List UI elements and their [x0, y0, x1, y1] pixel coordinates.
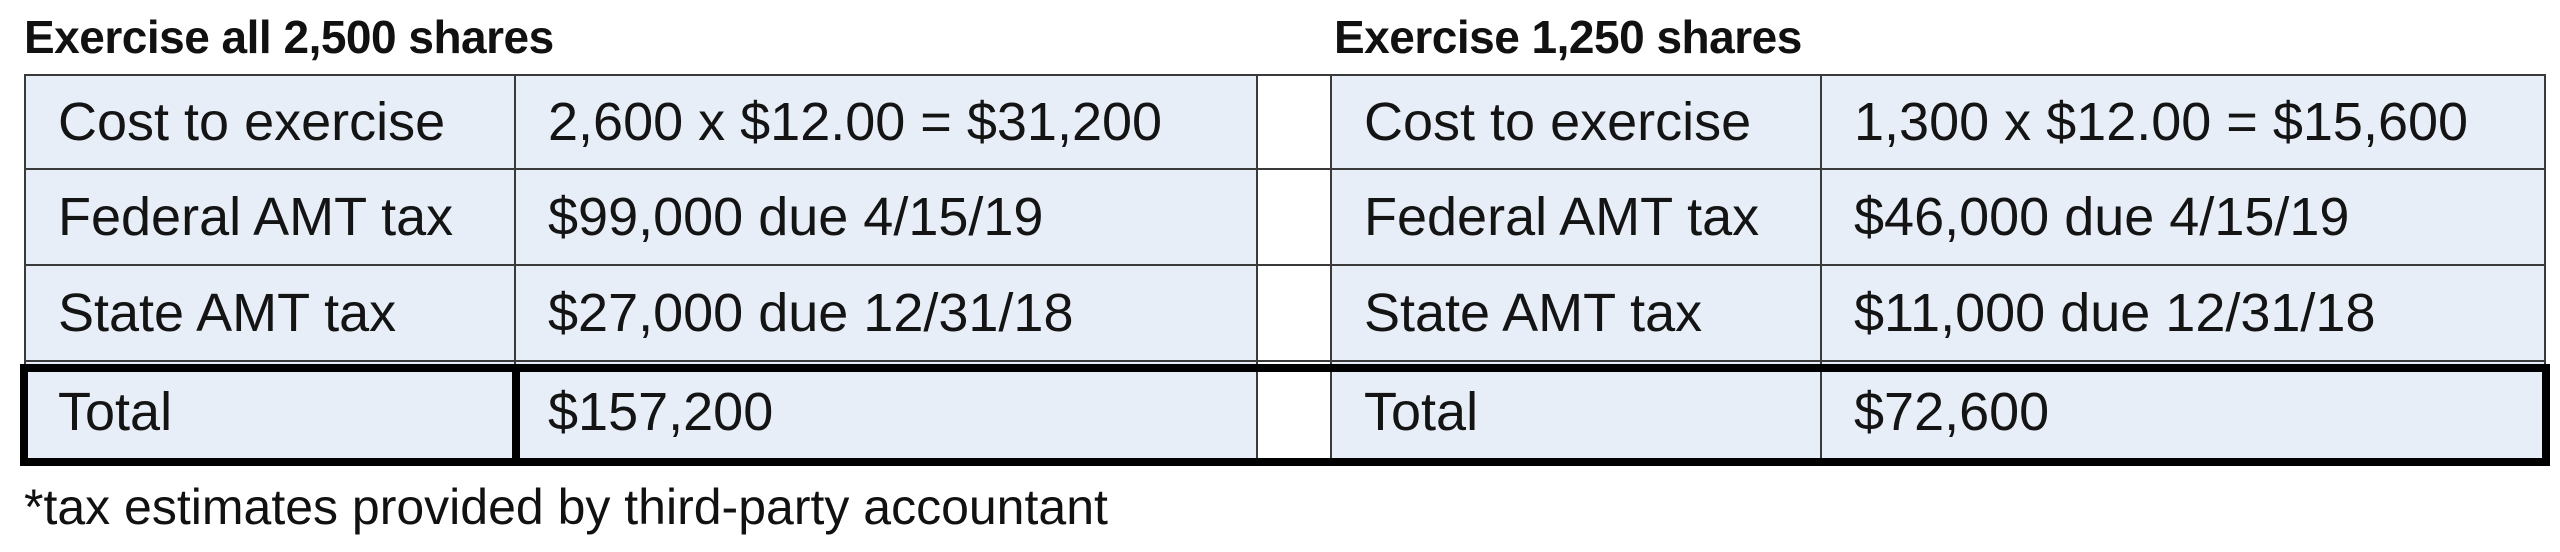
left-total-value: $157,200	[514, 360, 1258, 464]
right-row-state-value: $11,000 due 12/31/18	[1820, 264, 2546, 362]
left-row-federal-value: $99,000 due 4/15/19	[514, 168, 1258, 266]
left-row-cost-label: Cost to exercise	[24, 74, 516, 170]
left-total-label: Total	[24, 360, 516, 464]
right-row-state-label: State AMT tax	[1330, 264, 1822, 362]
right-total-label: Total	[1330, 360, 1822, 464]
left-scenario-heading: Exercise all 2,500 shares	[24, 11, 554, 63]
spacer-cell	[1256, 74, 1332, 170]
left-row-state-value: $27,000 due 12/31/18	[514, 264, 1258, 362]
right-scenario-heading: Exercise 1,250 shares	[1334, 11, 1802, 63]
comparison-table	[24, 74, 2546, 464]
left-row-cost-value: 2,600 x $12.00 = $31,200	[514, 74, 1258, 170]
right-total-value: $72,600	[1820, 360, 2546, 464]
right-row-federal-label: Federal AMT tax	[1330, 168, 1822, 266]
spacer-cell	[1256, 168, 1332, 266]
spacer-cell	[1256, 264, 1332, 362]
right-row-cost-label: Cost to exercise	[1330, 74, 1822, 170]
left-row-federal-label: Federal AMT tax	[24, 168, 516, 266]
left-row-state-label: State AMT tax	[24, 264, 516, 362]
right-row-federal-value: $46,000 due 4/15/19	[1820, 168, 2546, 266]
footnote: *tax estimates provided by third-party accountant	[24, 479, 1108, 535]
right-row-cost-value: 1,300 x $12.00 = $15,600	[1820, 74, 2546, 170]
spacer-cell	[1256, 360, 1332, 464]
